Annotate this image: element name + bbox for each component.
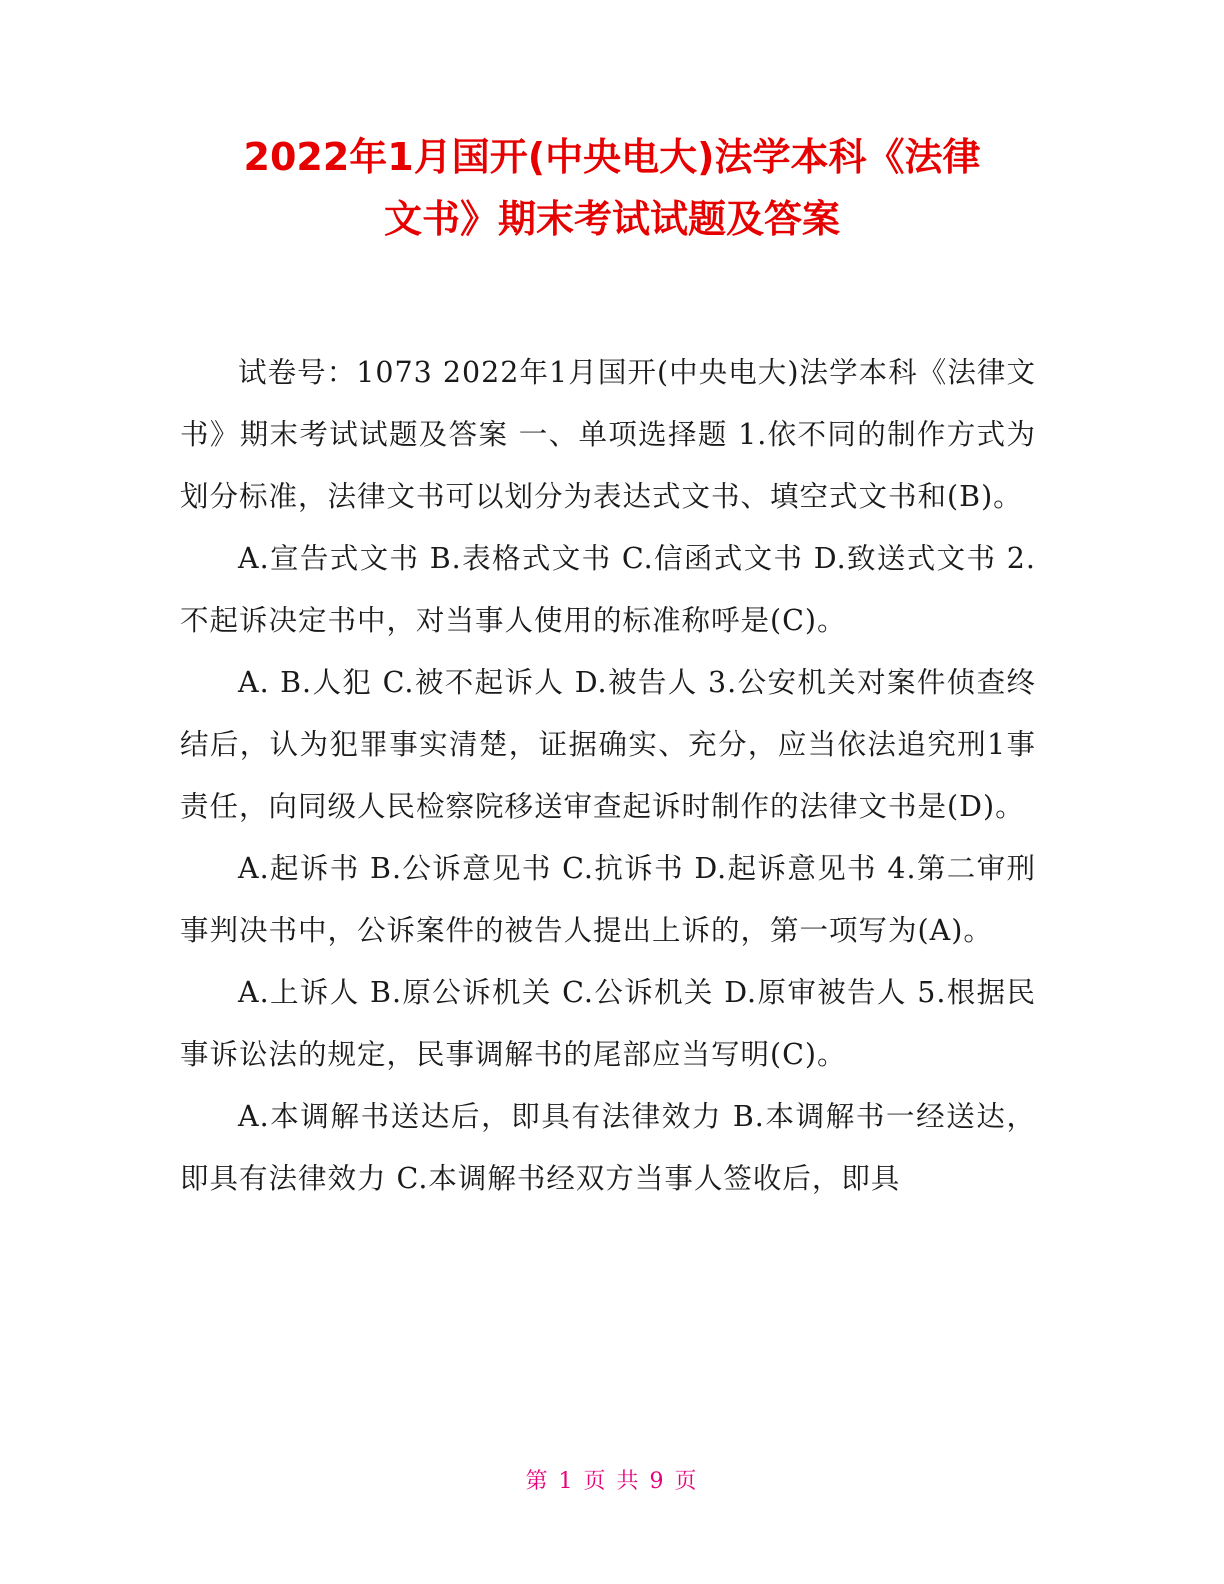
document-title: [150, 126, 1074, 250]
title-line-1: 2022年1月国开(中央电大)法学本科《法律: [243, 135, 981, 179]
title-line-2: 文书》期末考试试题及答案: [383, 197, 840, 241]
paragraph-3: A. B.人犯 C.被不起诉人 D.被告人 3.公安机关对案件侦查终结后，认为犯罪事实清楚，证据确实、充分，应当依法追究刑1事责任，向同级人民检察院移送审查起诉时制作的法律文书是(D)。: [180, 666, 1036, 823]
page-number-footer: 第 1 页 共 9 页: [525, 1469, 699, 1494]
paragraph-4: A.起诉书 B.公诉意见书 C.抗诉书 D.起诉意见书 4.第二审刑事判决书中，公诉案件的被告人提出上诉的，第一项写为(A)。: [180, 852, 1036, 947]
paragraph-5: A.上诉人 B.原公诉机关 C.公诉机关 D.原审被告人 5.根据民事诉讼法的规定，民事调解书的尾部应当写明(C)。: [180, 976, 1036, 1071]
paragraph-6: A.本调解书送达后，即具有法律效力 B.本调解书一经送达，即具有法律效力 C.本调解书经双方当事人签收后，即具: [180, 1100, 1036, 1195]
paragraph-1: 试卷号：1073 2022年1月国开(中央电大)法学本科《法律文书》期末考试试题及答案 一、单项选择题 1.依不同的制作方式为划分标准，法律文书可以划分为表达式文书、填空式文书和(B)。: [180, 356, 1036, 513]
document-body: [180, 342, 1036, 1210]
paragraph-2: A.宣告式文书 B.表格式文书 C.信函式文书 D.致送式文书 2.不起诉决定书中，对当事人使用的标准称呼是(C)。: [180, 542, 1036, 637]
